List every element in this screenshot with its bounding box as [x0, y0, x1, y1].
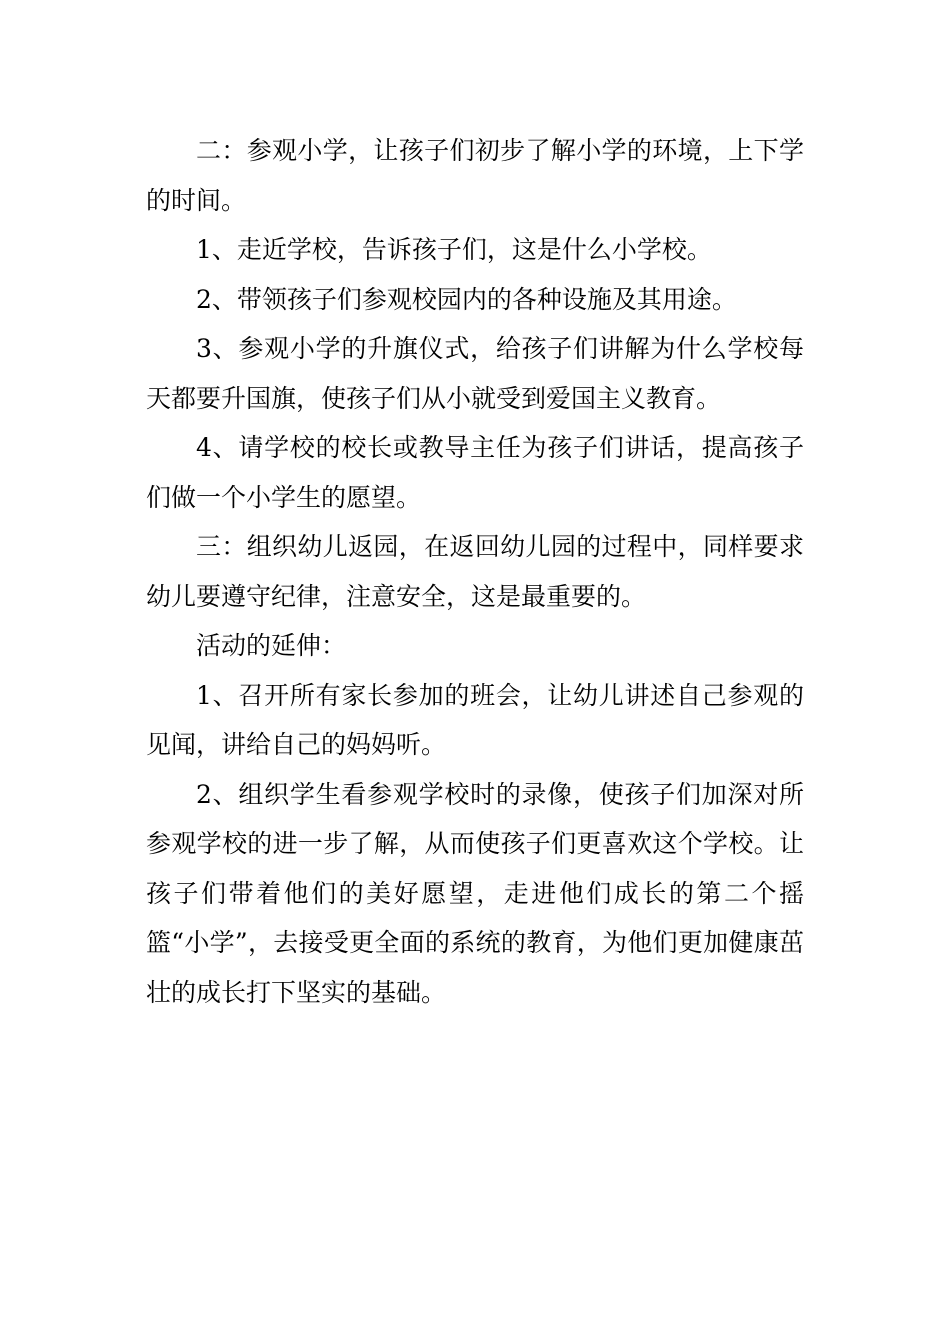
- paragraph-visit-school: 二：参观小学，让孩子们初步了解小学的环境，上下学的时间。: [146, 136, 804, 215]
- paragraph-step-2: 2、带领孩子们参观校园内的各种设施及其用途。: [196, 284, 737, 314]
- document-page: [146, 126, 804, 1017]
- paragraph-step-3: 3、参观小学的升旗仪式，给孩子们讲解为什么学校每天都要升国旗，使孩子们从小就受到爱国主义教育。: [146, 334, 804, 413]
- paragraph-extension-1: 1、召开所有家长参加的班会，让幼儿讲述自己参观的见闻，讲给自己的妈妈听。: [146, 680, 804, 759]
- paragraph-step-1: 1、走近学校，告诉孩子们，这是什么小学校。: [196, 235, 712, 264]
- paragraph-extension-heading: 活动的延伸：: [196, 631, 347, 660]
- paragraph-return: 三：组织幼儿返园，在返回幼儿园的过程中，同样要求幼儿要遵守纪律，注意安全，这是最重要的。: [146, 532, 804, 611]
- paragraph-step-4: 4、请学校的校长或教导主任为孩子们讲话，提高孩子们做一个小学生的愿望。: [146, 433, 804, 512]
- paragraph-extension-2: 2、组织学生看参观学校时的录像，使孩子们加深对所参观学校的进一步了解，从而使孩子们更喜欢这个学校。让孩子们带着他们的美好愿望，走进他们成长的第二个摇篮“小学”，去接受更全面的系统的教育，为他们更加健康茁壮的成长打下坚实的基础。: [146, 779, 804, 1007]
